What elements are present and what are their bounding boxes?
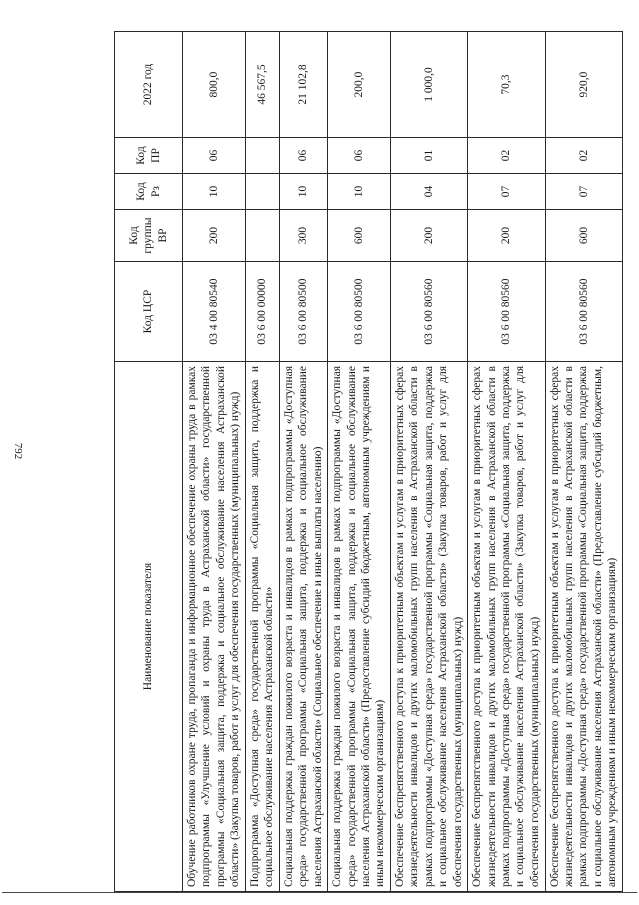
row-name: Обеспечение беспрепятственного доступа к приоритетным объектам и услугам в приоритетных сферах жизнедеятельности инвалидов и других маломобильных групп населения в Астраханской области в рамках подпрограммы «Доступная среда» государственной программы «Социальная защита, поддержка и социальное обслуживание населения Астраханской области» (Закупка товаров, работ и услуг для обеспечения государственных (муниципальных) нужд) [468,362,545,892]
row-rz: 10 [279,174,327,210]
table-row [183,32,246,892]
row-csr: 03 6 00 80560 [391,262,468,362]
row-csr: 03 6 00 80560 [468,262,545,362]
page-number: 792 [12,442,24,460]
header-row [115,32,183,892]
row-sum: 200,0 [328,32,391,138]
row-pr: 02 [468,138,545,174]
row-name: Обеспечение беспрепятственного доступа к приоритетным объектам и услугам в приоритетных сферах жизнедеятельности инвалидов и других маломобильных групп населения в Астраханской области в рамках подпрограммы «Доступная среда» государственной программы «Социальная защита, поддержка и социальное обслуживание населения Астраханской области» (Закупка товаров, работ и услуг для обеспечения государственных (муниципальных) нужд) [391,362,468,892]
row-sum: 1 000,0 [391,32,468,138]
row-sum: 920,0 [545,32,622,138]
row-rz: 10 [328,174,391,210]
table-row [328,32,391,892]
row-vr: 200 [468,210,545,262]
row-vr: 600 [328,210,391,262]
budget-table [114,31,623,892]
header-pr: Код ПР [115,138,183,174]
table-row [279,32,327,892]
row-name: Обучение работников охране труда, пропаганда и информационное обеспечение охраны труда в рамках подпрограммы «Улучшение условий и охраны труда в Астраханской области» государственной программы «Социальная защита, поддержка и социальное обслуживание населения Астраханской области» (Закупка товаров, работ и услуг для обеспечения государственных (муниципальных) нужд) [183,362,246,892]
row-name: Социальная поддержка граждан пожилого возраста и инвалидов в рамках подпрограммы «Доступная среда» государственной программы «Социальная защита, поддержка и социальное обслуживание населения Астраханской области» (Социальное обеспечение и иные выплаты населению) [279,362,327,892]
rotated-page [114,32,623,892]
table-row [545,32,622,892]
row-pr: 02 [545,138,622,174]
row-sum: 70,3 [468,32,545,138]
row-pr: 06 [183,138,246,174]
row-vr [245,210,279,262]
row-csr: 03 6 00 80560 [545,262,622,362]
row-pr: 06 [328,138,391,174]
row-rz: 04 [391,174,468,210]
row-rz: 07 [468,174,545,210]
row-csr: 03 6 00 00000 [245,262,279,362]
row-vr: 200 [391,210,468,262]
header-year: 2022 год [115,32,183,138]
header-csr: Код ЦСР [115,262,183,362]
row-name: Социальная поддержка граждан пожилого возраста и инвалидов в рамках подпрограммы «Доступная среда» государственной программы «Социальная защита, поддержка и социальное обслуживание населения Астраханской области» (Предоставление субсидий бюджетным, автономным учреждениям и иным некоммерческим организациям) [328,362,391,892]
row-rz [245,174,279,210]
row-pr: 06 [279,138,327,174]
table-wrapper [114,32,623,892]
header-name: Наименование показателя [115,362,183,892]
row-name: Обеспечение беспрепятственного доступа к приоритетным объектам и услугам в приоритетных сферах жизнедеятельности инвалидов и других маломобильных групп населения в Астраханской области в рамках подпрограммы «Доступная среда» государственной программы «Социальная защита, поддержка и социальное обслуживание населения Астраханской области» (Предоставление субсидий бюджетным, автономным учреждениям и иным некоммерческим организациям) [545,362,622,892]
row-vr: 200 [183,210,246,262]
row-sum: 46 567,5 [245,32,279,138]
row-pr [245,138,279,174]
row-csr: 03 6 00 80500 [279,262,327,362]
table-row [245,32,279,892]
row-rz: 10 [183,174,246,210]
row-csr: 03 4 00 80540 [183,262,246,362]
row-sum: 21 102,8 [279,32,327,138]
row-pr: 01 [391,138,468,174]
bottom-rule [2,892,637,893]
header-vr: Код группы ВР [115,210,183,262]
table-row [391,32,468,892]
row-csr: 03 6 00 80500 [328,262,391,362]
table-row [468,32,545,892]
row-rz: 07 [545,174,622,210]
row-name: Подпрограмма «Доступная среда» государственной программы «Социальная защита, поддержка и социальное обслуживание населения Астраханской области» [245,362,279,892]
header-rz: Код Рз [115,174,183,210]
row-sum: 800,0 [183,32,246,138]
row-vr: 300 [279,210,327,262]
row-vr: 600 [545,210,622,262]
